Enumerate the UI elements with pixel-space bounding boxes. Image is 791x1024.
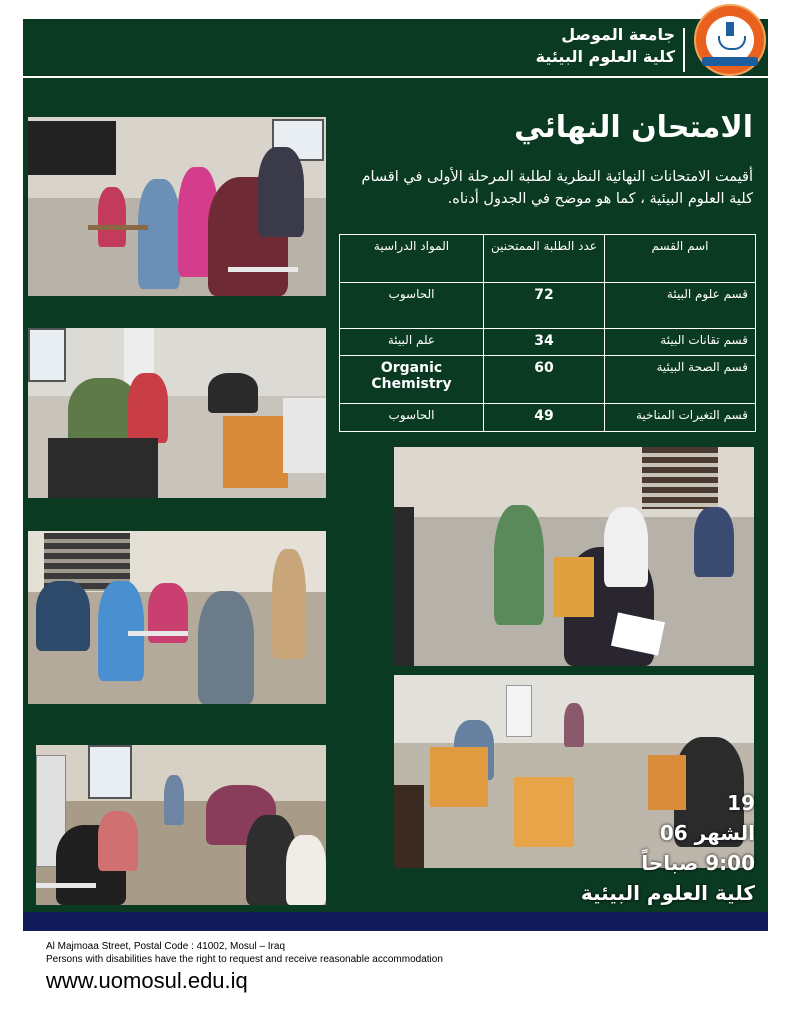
logo-book-icon — [718, 36, 746, 50]
exam-photo-3 — [28, 531, 326, 704]
exam-photo-5 — [394, 447, 754, 666]
exam-photo-4 — [36, 745, 326, 905]
table-row — [340, 356, 756, 403]
header-divider — [23, 76, 768, 78]
department-cell: قسم تقانات البيئة — [605, 329, 756, 356]
logo-ribbon — [702, 57, 758, 66]
bottom-band — [23, 912, 768, 931]
count-cell: 72 — [484, 283, 605, 329]
department-cell: قسم التغيرات المناخية — [605, 403, 756, 431]
header-count: عدد الطلبة الممتحنين — [484, 235, 605, 283]
footer-address: Al Majmoaa Street, Postal Code : 41002, Mosul – Iraq — [46, 941, 286, 952]
exam-day: 19 — [727, 791, 755, 815]
count-cell: 34 — [484, 329, 605, 356]
subject-cell: الحاسوب — [340, 403, 484, 431]
footer-website[interactable]: www.uomosul.edu.iq — [46, 968, 248, 993]
logo-tower-icon — [726, 22, 734, 36]
table-row — [340, 403, 756, 431]
count-cell: 49 — [484, 403, 605, 431]
exam-month: الشهر 06 — [659, 821, 755, 845]
table-header-row — [340, 235, 756, 283]
department-cell: قسم علوم البيئة — [605, 283, 756, 329]
exam-table — [339, 234, 756, 432]
university-name: جامعة الموصل — [561, 25, 675, 44]
logo-divider — [683, 28, 685, 72]
exam-photo-2 — [28, 328, 326, 498]
exam-place: كلية العلوم البيئية — [580, 881, 755, 905]
page-title: الامتحان النهائي — [514, 110, 753, 145]
table-row — [340, 283, 756, 329]
header-subject: المواد الدراسية — [340, 235, 484, 283]
department-cell: قسم الصحة البيئية — [605, 356, 756, 403]
intro-text: أقيمت الامتحانات النهائية النظرية لطلبة المرحلة الأولى في اقسام كلية العلوم البيئية ، كما هو موضح في الجدول أدناه. — [361, 169, 753, 207]
university-logo — [694, 4, 766, 76]
subject-cell: Organic Chemistry — [340, 356, 484, 403]
footer-accessibility: Persons with disabilities have the right to request and receive reasonable accommodation — [46, 954, 443, 965]
exam-photo-1 — [28, 117, 326, 296]
exam-time: 9:00 صباحاً — [641, 851, 755, 875]
exam-date — [581, 788, 755, 908]
college-name: كلية العلوم البيئية — [535, 47, 675, 66]
footer-address-block — [46, 940, 443, 966]
header-department: اسم القسم — [605, 235, 756, 283]
subject-cell: الحاسوب — [340, 283, 484, 329]
subject-cell: علم البيئة — [340, 329, 484, 356]
table-row — [340, 329, 756, 356]
header-names — [536, 24, 675, 68]
count-cell: 60 — [484, 356, 605, 403]
